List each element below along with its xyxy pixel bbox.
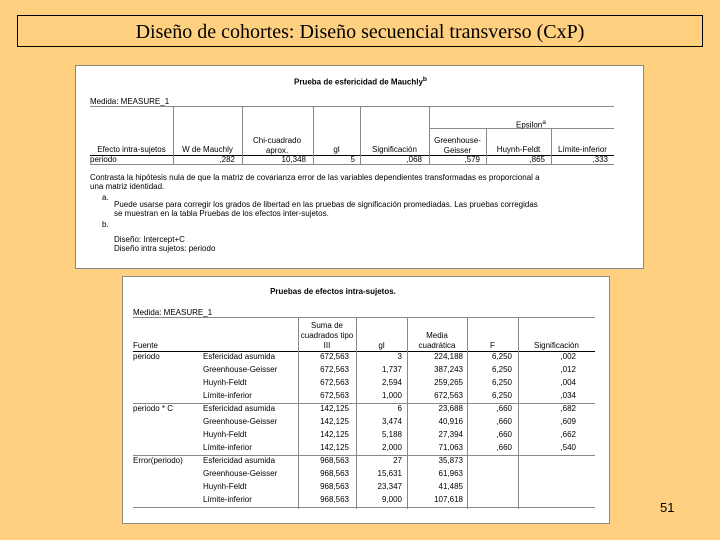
header-sig: Significación [372, 145, 417, 154]
table-cell: ,662 [560, 430, 576, 439]
mauchly-measure: Medida: MEASURE_1 [90, 97, 170, 106]
header-w: W de Mauchly [182, 145, 233, 154]
table-cell: 5,188 [381, 430, 402, 439]
header-gl: gl [333, 145, 340, 154]
correction-label: Greenhouse-Geisser [203, 417, 278, 426]
table-cell: 968,563 [320, 469, 349, 478]
table-cell: ,660 [496, 430, 512, 439]
table-cell: 968,563 [320, 456, 349, 465]
header-sig: Significación [534, 341, 579, 350]
table-cell: 71,063 [438, 443, 463, 452]
row-label: periodo [90, 155, 117, 164]
source-label: Error(periodo) [133, 456, 183, 465]
cell-gl: 5 [350, 155, 355, 164]
table-cell: 3,474 [381, 417, 402, 426]
table-cell: 6,250 [491, 391, 512, 400]
cell-hf: ,865 [529, 155, 545, 164]
table-cell: 23,688 [438, 404, 463, 413]
mauchly-table-panel [75, 65, 644, 269]
table-cell: ,004 [560, 378, 576, 387]
table-cell: 2,000 [381, 443, 402, 452]
table-cell: 6 [397, 404, 402, 413]
table-cell: ,012 [560, 365, 576, 374]
table-cell: 27 [393, 456, 402, 465]
effects-measure: Medida: MEASURE_1 [133, 308, 213, 317]
correction-label: Greenhouse-Geisser [203, 365, 278, 374]
header-f: F [490, 341, 495, 350]
correction-label: Huynh-Feldt [203, 482, 247, 491]
table-cell: 672,563 [320, 365, 349, 374]
effects-table-panel [122, 276, 610, 524]
slide-title: Diseño de cohortes: Diseño secuencial transverso (CxP) [17, 15, 703, 47]
source-label: periodo [133, 352, 160, 361]
correction-label: Límite-inferior [203, 495, 252, 504]
table-cell: ,002 [560, 352, 576, 361]
design-2: Diseño intra sujetos: periodo [114, 244, 216, 253]
note-a-label: a. [102, 193, 109, 202]
table-cell: ,660 [496, 443, 512, 452]
header-efecto: Efecto intra-sujetos [97, 145, 166, 154]
correction-label: Huynh-Feldt [203, 378, 247, 387]
table-cell: ,540 [560, 443, 576, 452]
effects-title: Pruebas de efectos intra-sujetos. [270, 287, 396, 296]
header-fuente: Fuente [133, 341, 158, 350]
table-cell: 968,563 [320, 495, 349, 504]
table-cell: ,660 [496, 417, 512, 426]
table-cell: 2,594 [381, 378, 402, 387]
table-cell: 40,916 [438, 417, 463, 426]
page-number: 51 [660, 500, 675, 515]
note-1b: una matriz identidad. [90, 182, 165, 191]
table-cell: 672,563 [434, 391, 463, 400]
correction-label: Límite-inferior [203, 443, 252, 452]
table-cell: ,660 [496, 404, 512, 413]
table-cell: 15,631 [377, 469, 402, 478]
cell-gg: ,579 [464, 155, 480, 164]
table-cell: 968,563 [320, 482, 349, 491]
header-chi: Chi-cuadrado aprox. [252, 136, 302, 155]
table-cell: 672,563 [320, 378, 349, 387]
epsilon-header: Epsilon$^a$ [516, 119, 546, 130]
header-gg: Greenhouse-Geisser [434, 136, 481, 155]
table-cell: 142,125 [320, 443, 349, 452]
table-cell: 3 [397, 352, 402, 361]
table-cell: 387,243 [434, 365, 463, 374]
table-cell: 672,563 [320, 352, 349, 361]
header-ms: Media cuadrática [418, 331, 456, 350]
table-cell: ,034 [560, 391, 576, 400]
table-cell: 61,963 [438, 469, 463, 478]
design-1: Diseño: Intercept+C [114, 235, 185, 244]
table-cell: 35,873 [438, 456, 463, 465]
header-gl: gl [378, 341, 385, 350]
cell-w: ,282 [219, 155, 235, 164]
correction-label: Huynh-Feldt [203, 430, 247, 439]
header-hf: Huynh-Feldt [496, 145, 541, 154]
correction-label: Esfericidad asumida [203, 456, 276, 465]
table-cell: 1,737 [381, 365, 402, 374]
cell-li: ,333 [592, 155, 608, 164]
correction-label: Esfericidad asumida [203, 404, 276, 413]
table-cell: 142,125 [320, 417, 349, 426]
note-a2: se muestran en la tabla Pruebas de los efectos inter-sujetos. [114, 209, 329, 218]
correction-label: Esfericidad asumida [203, 352, 276, 361]
table-cell: 6,250 [491, 378, 512, 387]
note-1: Contrasta la hipótesis nula de que la matriz de covarianza error de las variables dependientes transformadas es proporcional a [90, 173, 540, 182]
note-a: Puede usarse para corregir los grados de libertad en las pruebas de significación promediadas. Las pruebas corregidas [114, 200, 538, 209]
table-cell: 6,250 [491, 365, 512, 374]
table-cell: 259,265 [434, 378, 463, 387]
correction-label: Límite-inferior [203, 391, 252, 400]
table-cell: 142,125 [320, 404, 349, 413]
header-ss: Suma de cuadrados tipo III [300, 321, 354, 350]
table-cell: 224,188 [434, 352, 463, 361]
table-cell: ,682 [560, 404, 576, 413]
table-cell: 23,347 [377, 482, 402, 491]
table-cell: 1,000 [381, 391, 402, 400]
correction-label: Greenhouse-Geisser [203, 469, 278, 478]
mauchly-title: Prueba de esfericidad de Mauchly$^b$ [293, 76, 427, 87]
cell-chi: 10,348 [281, 155, 306, 164]
cell-sig: ,068 [406, 155, 422, 164]
header-li: Límite-inferior [558, 145, 607, 154]
note-b-label: b. [102, 220, 109, 229]
table-cell: 672,563 [320, 391, 349, 400]
table-cell: ,609 [560, 417, 576, 426]
table-cell: 6,250 [491, 352, 512, 361]
source-label: periodo * C [133, 404, 174, 413]
table-cell: 41,485 [438, 482, 463, 491]
table-cell: 9,000 [381, 495, 402, 504]
table-cell: 107,618 [434, 495, 463, 504]
table-cell: 142,125 [320, 430, 349, 439]
table-cell: 27,394 [438, 430, 463, 439]
